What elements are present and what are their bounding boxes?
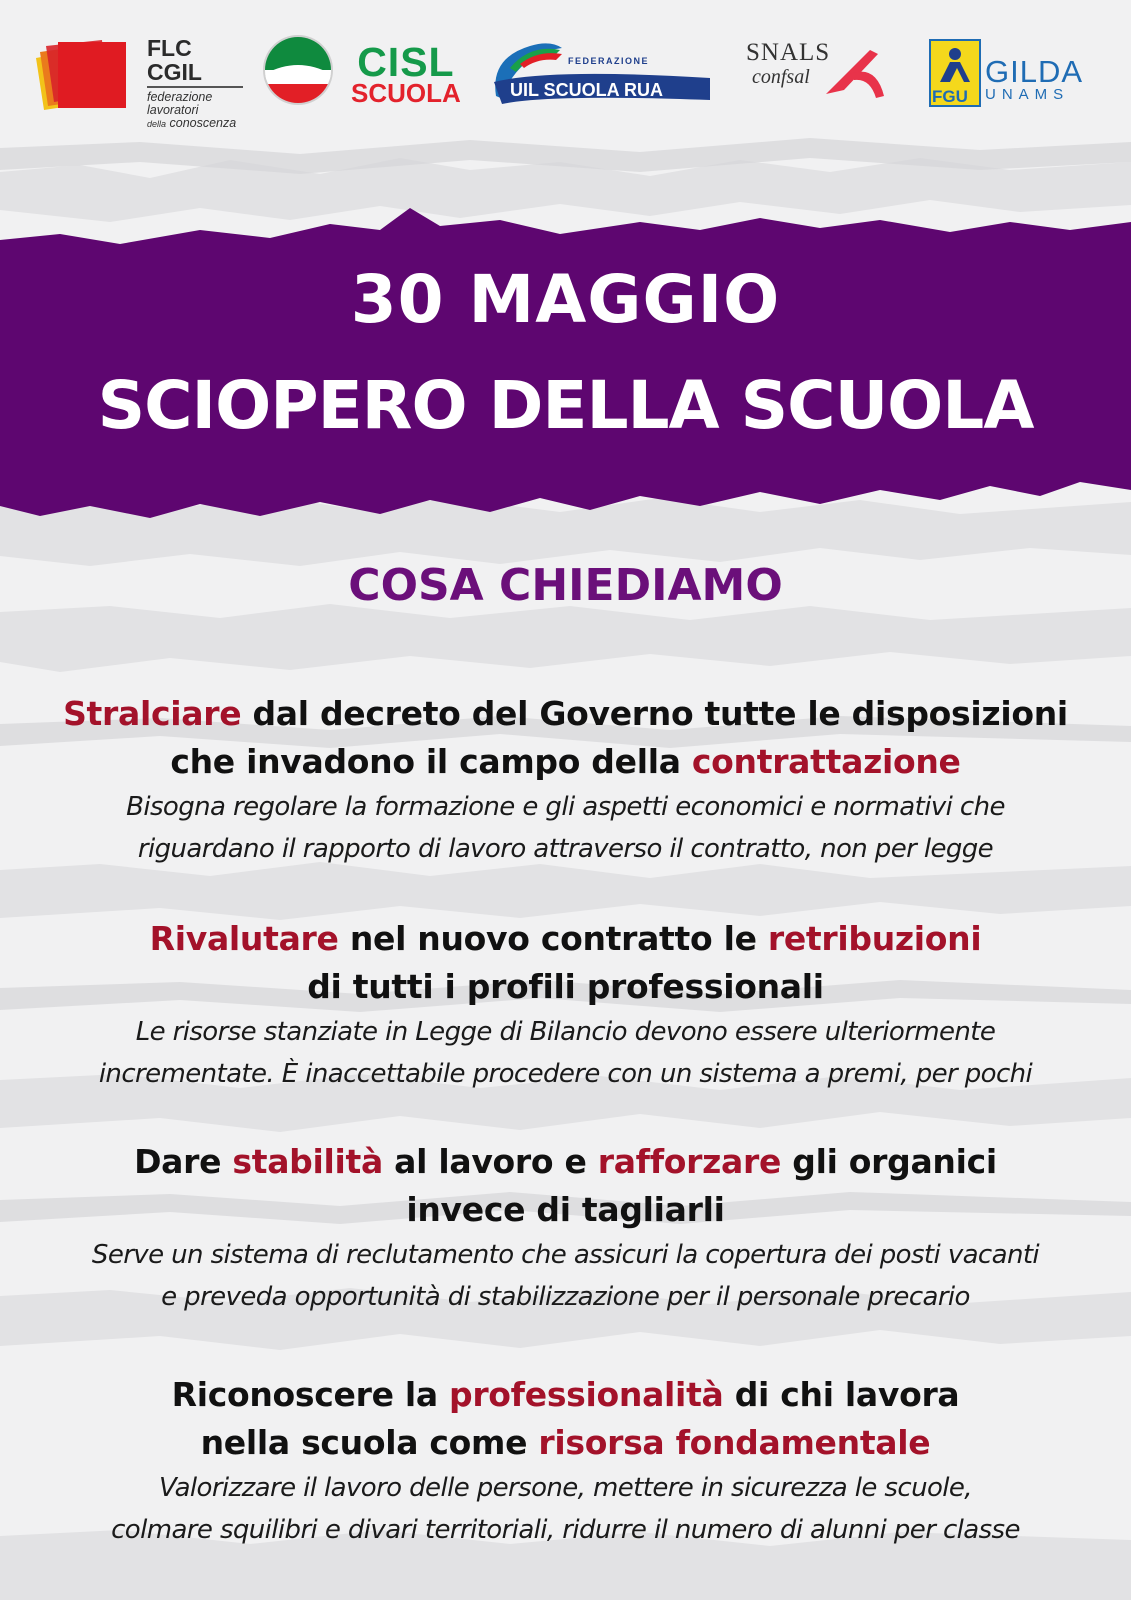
- demand-2-line-1: [20, 915, 1111, 963]
- demand-1-line-1: [20, 690, 1111, 738]
- svg-text:UIL SCUOLA RUA: UIL SCUOLA RUA: [510, 80, 663, 100]
- demand-2-text: nel nuovo contratto le: [338, 919, 768, 958]
- demand-3-text-3: gli organici: [781, 1142, 997, 1181]
- demand-3-line-2: invece di tagliarli: [406, 1190, 725, 1229]
- demand-1-text: dal decreto del Governo tutte le disposizioni: [241, 694, 1068, 733]
- gilda-fgu-badge: FGU: [932, 87, 968, 106]
- headline-title: SCIOPERO DELLA SCUOLA: [97, 367, 1034, 444]
- demand-4-text: Riconoscere la: [171, 1375, 450, 1414]
- demand-3-note-1: Serve un sistema di reclutamento che assicuri la copertura dei posti vacanti: [91, 1240, 1040, 1270]
- demand-4-line-1: [20, 1371, 1111, 1419]
- demand-3-note-2: e preveda opportunità di stabilizzazione per il personale precario: [161, 1282, 970, 1312]
- flc-cgil-wordmark: [147, 36, 247, 131]
- gilda-sub: UNAMS: [985, 86, 1070, 103]
- snals-swoosh-logo: [824, 44, 888, 102]
- flc-cgil-sub1: federazione: [147, 90, 213, 104]
- cisl-flag-circle-logo: [262, 34, 334, 106]
- demand-1-note-1: Bisogna regolare la formazione e gli aspetti economici e normativi che: [126, 792, 1005, 822]
- snals-confsal-wordmark: [746, 40, 830, 88]
- demand-4-text-2: di chi lavora: [723, 1375, 960, 1414]
- demand-4-line-2: [20, 1419, 1111, 1467]
- demand-4-note-2: colmare squilibri e divari territoriali, ridurre il numero di alunni per classe: [111, 1515, 1020, 1545]
- gilda-title: GILDA: [985, 54, 1084, 89]
- demand-4-keyword: professionalità: [449, 1375, 724, 1414]
- union-logos-bar: [0, 0, 1131, 140]
- gilda-fgu-badge-logo: [928, 38, 982, 108]
- demand-1-keyword-2: contrattazione: [691, 742, 961, 781]
- demand-3-text-2: al lavoro e: [382, 1142, 598, 1181]
- cisl-title: CISL: [357, 39, 455, 85]
- purple-torn-banner: [0, 200, 1131, 530]
- flc-cgil-sub3b: conoscenza: [169, 116, 237, 130]
- demand-2-note-2: incrementate. È inaccettabile procedere con un sistema a premi, per pochi: [98, 1059, 1033, 1089]
- uil-scuola-rua-logo: [490, 38, 720, 108]
- demand-item-2: [20, 915, 1111, 1095]
- flc-cgil-sub2: lavoratori: [147, 103, 199, 117]
- demand-3-keyword-2: rafforzare: [597, 1142, 782, 1181]
- demand-2-note-1: Le risorse stanziate in Legge di Bilancio devono essere ulteriormente: [135, 1017, 996, 1047]
- demand-1-text-2: che invadono il campo della: [170, 742, 692, 781]
- snals-sub: confsal: [752, 66, 810, 88]
- demand-item-4: [20, 1371, 1111, 1551]
- gilda-unams-wordmark: [985, 54, 1084, 104]
- snals-title: SNALS: [746, 39, 831, 66]
- demand-item-1: [20, 690, 1111, 870]
- flc-cgil-title: FLC CGIL: [147, 35, 202, 85]
- demand-2-keyword: Rivalutare: [149, 919, 339, 958]
- demand-4-keyword-2: risorsa fondamentale: [538, 1423, 931, 1462]
- section-heading: COSA CHIEDIAMO: [348, 560, 783, 611]
- flc-cgil-sub3a: della: [147, 119, 167, 129]
- demand-2-keyword-2: retribuzioni: [767, 919, 982, 958]
- headline-date: 30 MAGGIO: [350, 261, 781, 338]
- svg-text:FEDERAZIONE: FEDERAZIONE: [568, 56, 650, 66]
- demand-1-line-2: [20, 738, 1111, 786]
- cisl-scuola-wordmark: [351, 39, 461, 108]
- cisl-sub: SCUOLA: [351, 78, 461, 108]
- demand-1-keyword: Stralciare: [63, 694, 242, 733]
- demand-2-line-2: di tutti i profili professionali: [307, 967, 824, 1006]
- demand-3-line-1: [20, 1138, 1111, 1186]
- demand-1-note-2: riguardano il rapporto di lavoro attraverso il contratto, non per legge: [137, 834, 994, 864]
- demand-4-note-1: Valorizzare il lavoro delle persone, mettere in sicurezza le scuole,: [159, 1473, 972, 1503]
- demand-3-text: Dare: [134, 1142, 233, 1181]
- demand-item-3: [20, 1138, 1111, 1318]
- demand-3-keyword: stabilità: [232, 1142, 383, 1181]
- demand-4-text-3: nella scuola come: [200, 1423, 539, 1462]
- flc-cgil-logo-mark: [30, 36, 130, 112]
